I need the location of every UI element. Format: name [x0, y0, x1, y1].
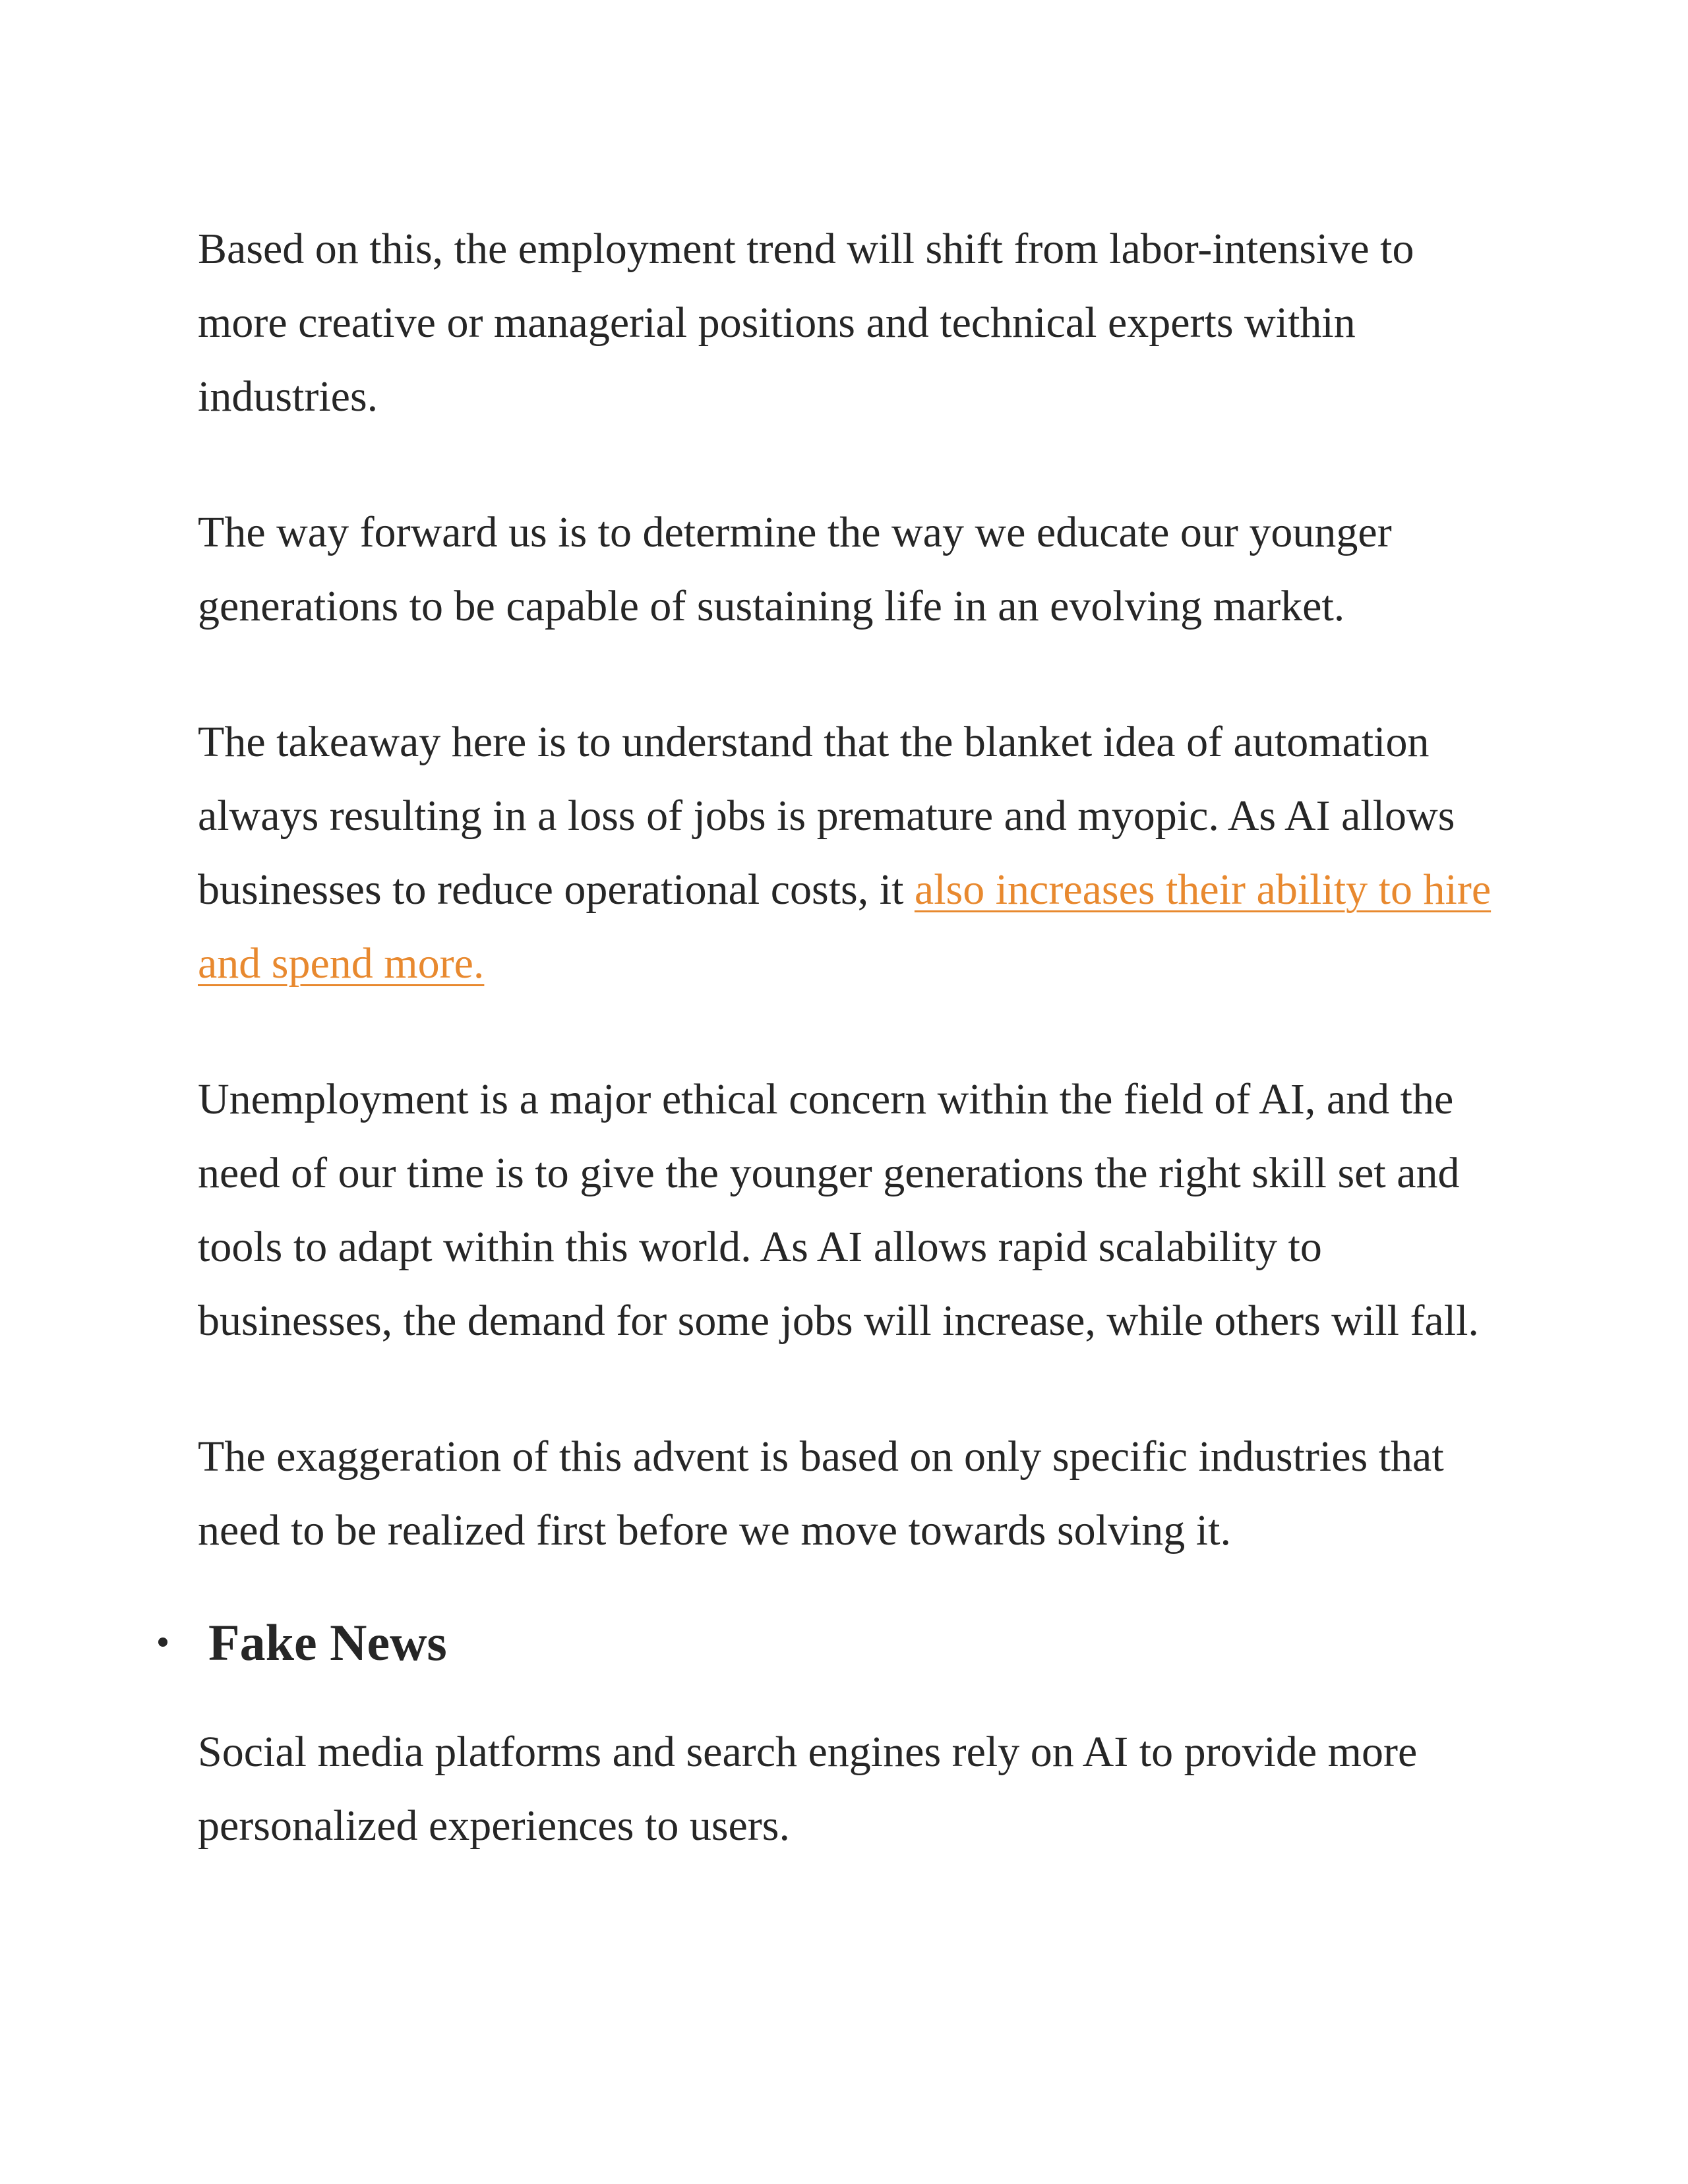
- paragraph-employment-trend: Based on this, the employment trend will shift from labor-intensive to more creative or managerial positions and technical experts within industries.: [198, 225, 1414, 421]
- hire-and-spend-link[interactable]: also increases their ability to hire and spend more.: [198, 866, 1492, 988]
- section-heading-fake-news: Fake News: [208, 1614, 447, 1671]
- bullet-icon: [158, 1638, 167, 1647]
- paragraph-unemployment: Unemployment is a major ethical concern within the field of AI, and the need of our time is to give the younger generations the right skill set and tools to adapt within this world. As AI allows rapid scalability to businesses, the demand for some jobs will increase, while others will fall.: [198, 1075, 1479, 1345]
- paragraph-takeaway: [198, 705, 1510, 1001]
- paragraph-way-forward: The way forward us is to determine the way we educate our younger generations to be capable of sustaining life in an evolving market.: [198, 508, 1392, 630]
- paragraph-social-media: Social media platforms and search engines rely on AI to provide more personalized experiences to users.: [198, 1728, 1418, 1850]
- fake-news-list-item: [198, 1603, 1510, 1689]
- paragraph-exaggeration: The exaggeration of this advent is based on only specific industries that need to be realized first before we move towards solving it.: [198, 1432, 1444, 1554]
- paragraph-takeaway-text: The takeaway here is to understand that the blanket idea of automation always resulting in a loss of jobs is premature and myopic. As AI allows businesses to reduce operational costs, it: [198, 718, 1455, 914]
- article-body: [198, 212, 1510, 1863]
